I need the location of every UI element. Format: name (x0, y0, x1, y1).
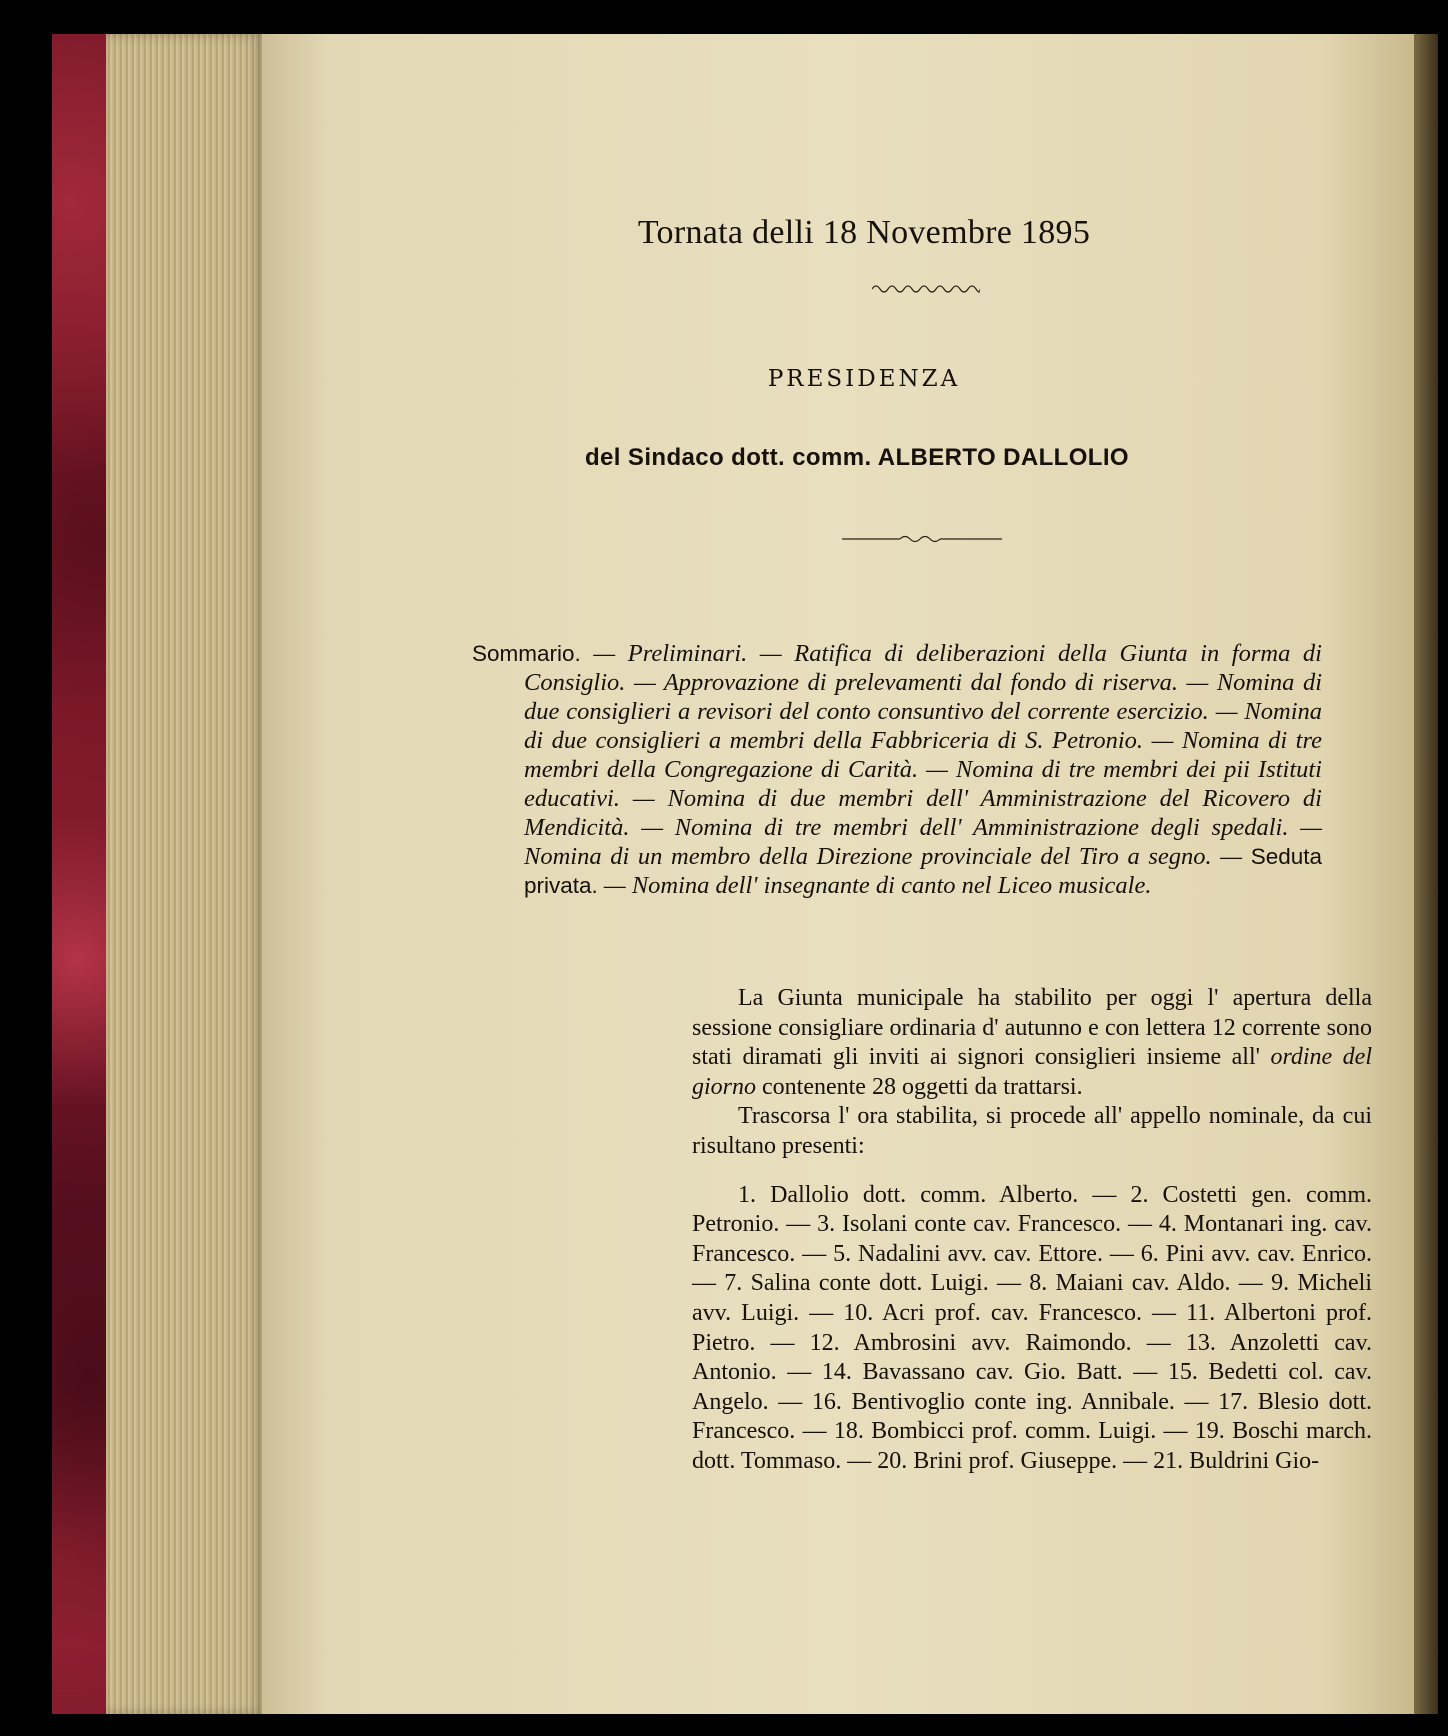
sommario-summary (472, 639, 1322, 900)
seduta-privata-label: Seduta privata. (524, 844, 1322, 898)
paragraph-presenti-list: 1. Dallolio dott. comm. Alberto. — 2. Costetti gen. comm. Petronio. — 3. Isolani conte cav. Francesco. — 4. Montanari ing. cav. Francesco. — 5. Nadalini avv. cav. Ettore. — 6. Pini avv. cav. Enrico. — 7. Salina conte dott. Luigi. — 8. Maiani cav. Aldo. — 9. Micheli avv. Luigi. — 10. Acri prof. cav. Francesco. — 11. Albertoni prof. Pietro. — 12. Ambrosini avv. Raimondo. — 13. Anzoletti cav. Antonio. — 14. Bavassano cav. Gio. Batt. — 15. Bedetti col. cav. Angelo. — 16. Bentivoglio conte ing. Annibale. — 17. Blesio dott. Francesco. — 18. Bombicci prof. comm. Luigi. — 19. Boschi march. dott. Tommaso. — 20. Brini prof. Giuseppe. — 21. Buldrini Gio- (692, 1181, 1372, 1474)
ordine-del-giorno: ordine del giorno (692, 1044, 1372, 1100)
right-page-edge (1414, 34, 1438, 1714)
sommario-final-item: — Nomina dell' insegnante di canto nel Liceo musicale. (597, 872, 1152, 899)
book-binding (52, 34, 114, 1714)
sommario-items: — Preliminari. — Ratifica di deliberazioni della Giunta in forma di Consiglio. — Approvazione di prelevamenti dal fondo di riserva. — Nomina di due consiglieri a revisori del conto consuntivo del corrente esercizio. — Nomina di due consiglieri a membri della Fabbriceria di S. Petronio. — Nomina di tre membri della Congregazione di Carità. — Nomina di tre membri dei pii Istituti educativi. — Nomina di due membri dell' Amministrazione del Ricovero di Mendicità. — Nomina di tre membri dell' Amministrazione degli spedali. — Nomina di un membro della Direzione provinciale del Tiro a segno. — (524, 640, 1322, 870)
body-text (692, 984, 1372, 1477)
page-title: Tornata delli 18 Novembre 1895 (637, 214, 1091, 251)
presidenza-heading: PRESIDENZA (767, 366, 961, 392)
page-edges (106, 34, 266, 1714)
sommario-label: Sommario. (472, 641, 581, 666)
paragraph-giunta: La Giunta municipale ha stabilito per oggi l' apertura della sessione consigliare ordinaria d' autunno e con lettera 12 corrente sono stati diramati gli inviti ai signori consiglieri insieme all' ordine del giorno contenente 28 oggetti da trattarsi. (692, 985, 1372, 1100)
paragraph-appello: Trascorsa l' ora stabilita, si procede all' appello nominale, da cui risultano presenti: (692, 1103, 1372, 1159)
rule-ornament (842, 532, 1002, 546)
document-page (262, 34, 1414, 1714)
wave-ornament (872, 282, 980, 296)
sindaco-line: del Sindaco dott. comm. ALBERTO DALLOLIO (584, 444, 1129, 471)
